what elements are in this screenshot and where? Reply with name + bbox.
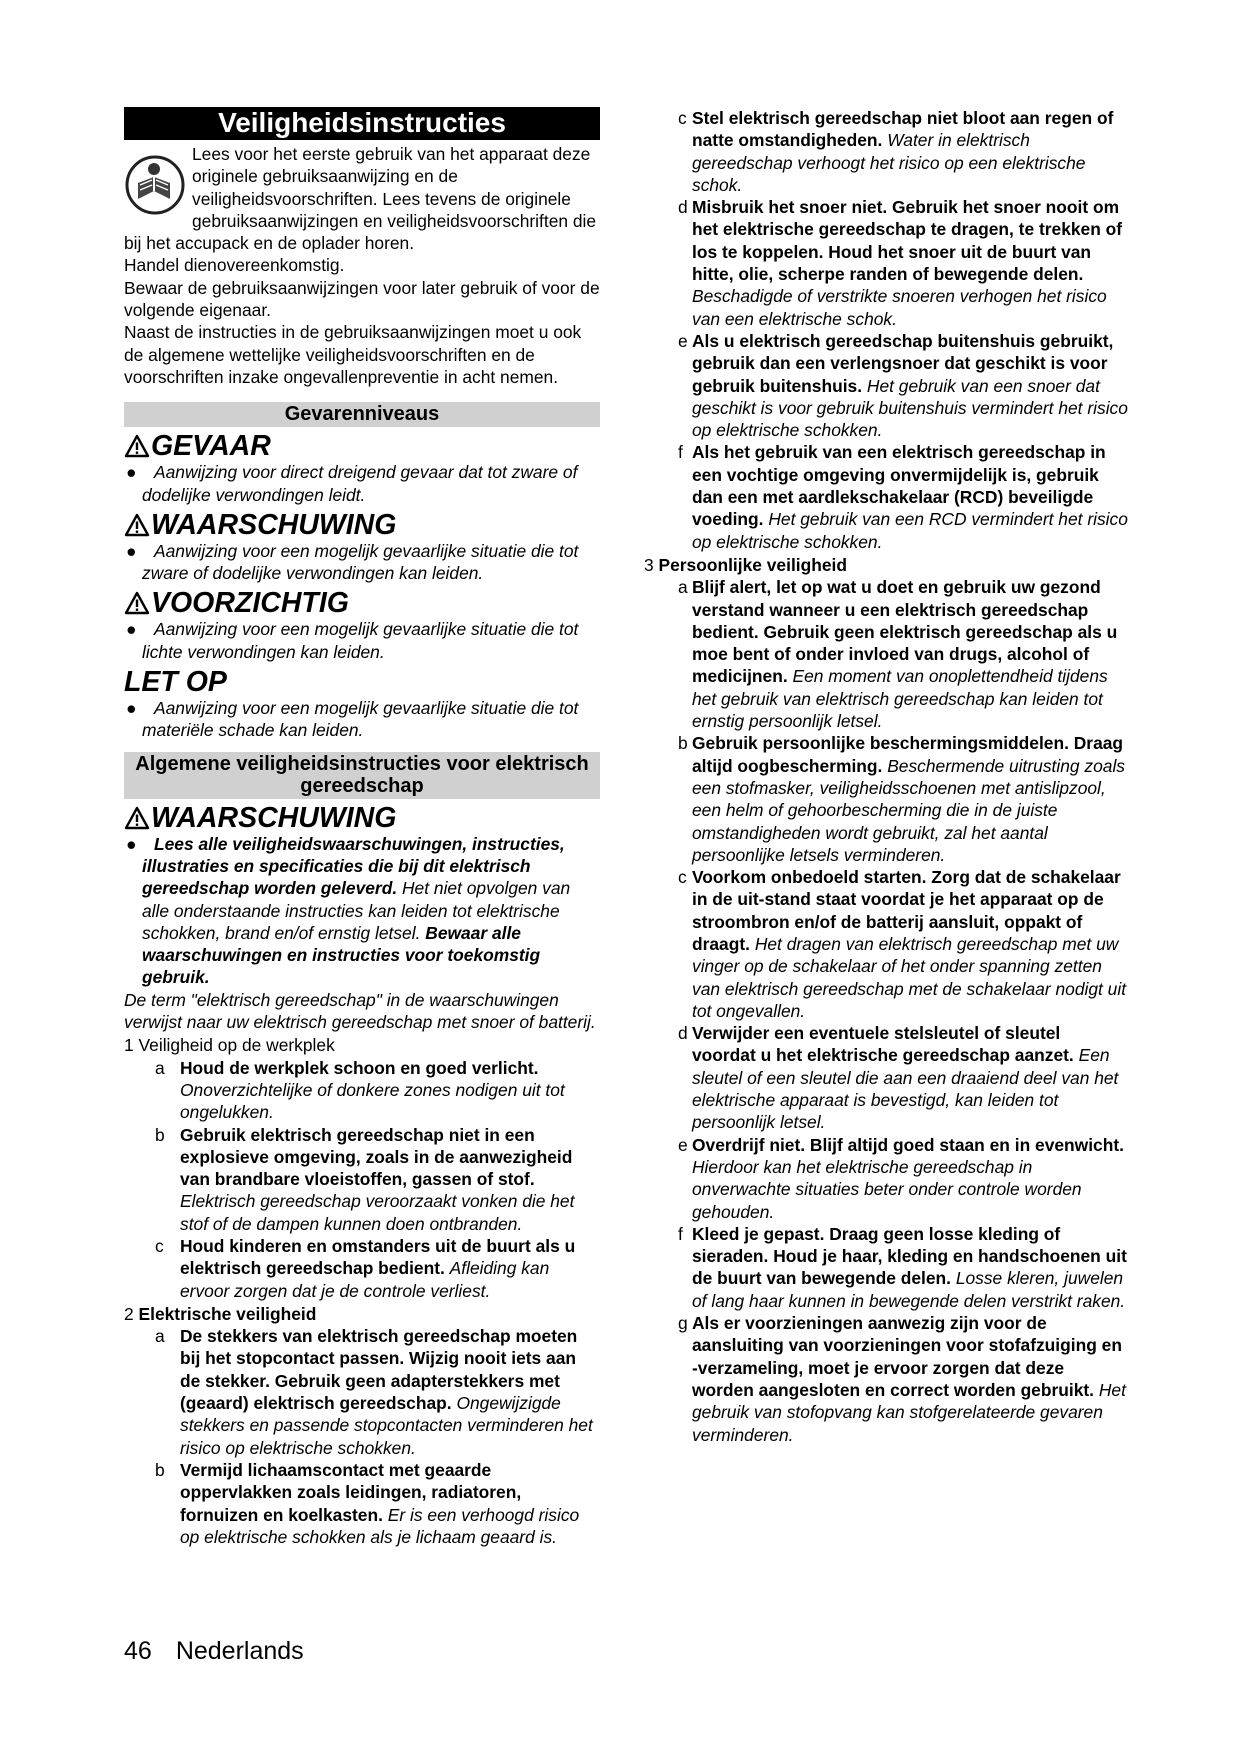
item-italic: Hierdoor kan het elektrische gereedschap in onverwachte situaties beter onder controle worden gehouden. [692, 1156, 1082, 1222]
intro-paragraph: Lees voor het eerste gebruik van het apparaat deze originele gebruiksaanwijzing en de veiligheidsvoorschriften. Lees tevens de originele gebruiksaanwijzingen en veiligheidsvoorschriften die bij het accupack en de oplader horen. [124, 144, 597, 254]
item-italic: Het gebruik van een snoer dat geschikt is voor gebruik buitenshuis vermindert het risico op elektrische schokken. [692, 375, 1128, 441]
section-title: Persoonlijke veiligheid [658, 554, 847, 575]
item-letter: c [155, 1235, 164, 1256]
item-italic: Beschermende uitrusting zoals een stofmasker, veiligheidsschoenen met antislipzool, een helm of gehoorbescherming die in de juiste omstandigheden wordt gebruikt, zal het aantal persoonlijke letsels verminderen. [692, 755, 1125, 865]
item-letter: a [678, 577, 688, 598]
list-item [124, 1459, 600, 1548]
section-number: 1 [124, 1035, 134, 1056]
item-letter: c [678, 867, 687, 888]
level-description: ● Aanwijzing voor een mogelijk gevaarlijke situatie die tot materiële schade kan leiden. [124, 697, 600, 742]
level-description: ● Aanwijzing voor direct dreigend gevaar dat tot zware of dodelijke verwondingen leidt. [124, 461, 600, 506]
list-item [124, 1325, 600, 1459]
item-italic: Onoverzichtelijke of donkere zones nodigen uit tot ongelukken. [180, 1079, 565, 1123]
item-letter: e [678, 330, 688, 351]
list-item [650, 866, 1128, 1022]
signal-word [124, 431, 600, 461]
item-italic: Er is een verhoogd risico op elektrische schokken als je lichaam geaard is. [180, 1504, 580, 1547]
intro-paragraph: Naast de instructies in de gebruiksaanwijzingen moet u ook de algemene wettelijke veiligheidsvoorschriften en de voorschriften inzake ongevallenpreventie in acht nemen. [124, 322, 582, 387]
item-bold: Stel elektrisch gereedschap niet bloot aan regen of natte omstandigheden. [692, 108, 1114, 151]
footer-language: Nederlands [175, 1637, 304, 1665]
list-item [124, 1235, 600, 1302]
section-number: 2 [124, 1303, 134, 1324]
general-bullet: ● Lees alle veiligheidswaarschuwingen, instructies, illustraties en specificaties die bij dit elektrisch gereedschap worden geleverd. Het niet opvolgen van alle onderstaande instructies kan leiden tot elektrische schokken, brand en/of ernstig letsel. Bewaar alle waarschuwingen en instructies voor toekomstig gebruik. [126, 833, 571, 988]
intro [124, 143, 600, 388]
item-letter: f [678, 1223, 683, 1244]
item-letter: a [155, 1326, 165, 1347]
list-item [650, 1223, 1128, 1312]
item-italic: Ongewijzigde stekkers en passende stopcontacten verminderen het risico op elektrische schokken. [180, 1393, 593, 1458]
section-title: Veiligheid op de werkplek [138, 1035, 335, 1056]
level-description: ● Aanwijzing voor een mogelijk gevaarlijke situatie die tot lichte verwondingen kan leiden. [124, 618, 600, 663]
warning-triangle-icon [124, 591, 150, 615]
page-number: 46 [124, 1637, 152, 1665]
item-bold: Als u elektrisch gereedschap buitenshuis gebruikt, gebruik dan een verlengsnoer dat geschikt is voor gebruik buitenshuis. [692, 330, 1114, 396]
signal-word [124, 510, 600, 540]
item-bold: Vermijd lichaamscontact met geaarde oppervlakken zoals leidingen, radiatoren, fornuizen en koelkasten. [180, 1459, 522, 1525]
signal-word [124, 588, 600, 618]
list-item [650, 576, 1128, 732]
section-title: Elektrische veiligheid [138, 1303, 317, 1324]
item-italic: Een sleutel of een sleutel die aan een draaiend deel van het elektrische apparaat is bevestigd, kan leiden tot persoonlijk letsel. [692, 1045, 1119, 1133]
item-italic: Afleiding kan ervoor zorgen dat je de controle verliest. [180, 1258, 550, 1301]
item-bold: Als het gebruik van een elektrisch gereedschap in een vochtige omgeving onvermijdelijk is, gebruik dan een met aardlekschakelaar (RCD) beveiligde voeding. [692, 442, 1106, 530]
section-2-title [124, 1303, 600, 1325]
level-description: ● Aanwijzing voor een mogelijk gevaarlijke situatie die tot zware of dodelijke verwondingen kan leiden. [124, 540, 600, 585]
level-text: Aanwijzing voor direct dreigend gevaar dat tot zware of dodelijke verwondingen leidt. [142, 462, 578, 505]
section-number: 3 [644, 554, 654, 575]
right-column [644, 107, 1128, 1446]
item-bold: Gebruik persoonlijke beschermingsmiddelen. Draag altijd oogbescherming. [692, 733, 1124, 776]
item-bold: Overdrijf niet. Blijf altijd goed staan en in evenwicht. [692, 1134, 1124, 1155]
level-text: Aanwijzing voor een mogelijk gevaarlijke situatie die tot lichte verwondingen kan leiden. [142, 619, 579, 662]
level-text: Aanwijzing voor een mogelijk gevaarlijke situatie die tot materiële schade kan leiden. [142, 698, 579, 741]
list-item [650, 1312, 1128, 1446]
item-bold: Voorkom onbedoeld starten. Zorg dat de schakelaar in de uit-stand staat voordat je het apparaat op de stroombron en/of de batterij aansluit, oppakt of draagt. [692, 867, 1121, 954]
item-bold: De stekkers van elektrisch gereedschap moeten bij het stopcontact passen. Wijzig nooit iets aan de stekker. Gebruik geen adapterstekkers met (geaard) elektrisch gereedschap. [180, 1326, 578, 1414]
item-bold: Als er voorzieningen aanwezig zijn voor de aansluiting van voorzieningen voor stofafzuiging en -verzameling, moet je ervoor zorgen dat deze worden aangesloten en correct worden gebruikt. [692, 1313, 1122, 1400]
section-heading-general: Algemene veiligheidsinstructies voor elektrisch gereedschap [124, 752, 600, 799]
item-letter: f [678, 442, 683, 463]
list-item [650, 732, 1128, 866]
list-item [650, 196, 1128, 330]
list-item [650, 1134, 1128, 1223]
section-heading-levels: Gevarenniveaus [124, 402, 600, 427]
page-title: Veiligheidsinstructies [124, 107, 600, 140]
section-3-title [644, 554, 1128, 576]
intro-paragraph: Handel dienovereenkomstig. [124, 255, 345, 276]
item-bold: Houd kinderen en omstanders uit de buurt als u elektrisch gereedschap bedient. [180, 1235, 576, 1279]
item-italic: Losse kleren, juwelen of lang haar kunnen in bewegende delen verstrikt raken. [692, 1268, 1126, 1311]
item-italic: Water in elektrisch gereedschap verhoogt het risico op een elektrische schok. [692, 130, 1086, 195]
item-bold: Houd de werkplek schoon en goed verlicht. [180, 1057, 539, 1078]
list-item [650, 1022, 1128, 1133]
item-letter: b [155, 1124, 165, 1145]
item-bold: Blijf alert, let op wat u doet en gebruik uw gezond verstand wanneer u een elektrisch gereedschap bedient. Gebruik geen elektrisch gereedschap als u moe bent of onder invloed van drugs, alcohol of medicijnen. [692, 577, 1118, 687]
page-footer [124, 1636, 304, 1666]
signal-label: VOORZICHTIG [151, 587, 349, 620]
signal-label: WAARSCHUWING [151, 801, 397, 834]
item-letter: g [678, 1313, 688, 1334]
signal-word [124, 803, 600, 833]
intro-paragraph: Bewaar de gebruiksaanwijzingen voor later gebruik of voor de volgende eigenaar. [124, 277, 600, 321]
general-bullet-bold-2: Bewaar alle waarschuwingen en instructies voor toekomstig gebruik. [142, 922, 541, 988]
list-item [650, 107, 1128, 196]
book-reader-icon [124, 147, 186, 219]
warning-triangle-icon [124, 434, 150, 458]
item-italic: Het gebruik van stofopvang kan stofgerelateerde gevaren verminderen. [692, 1379, 1126, 1445]
item-italic: Elektrisch gereedschap veroorzaakt vonken die het stof of de dampen kunnen doen ontbranden. [180, 1191, 575, 1234]
item-italic: Een moment van onoplettendheid tijdens het gebruik van elektrisch gereedschap kan leiden tot ernstig persoonlijk letsel. [692, 666, 1108, 732]
level-text: Aanwijzing voor een mogelijk gevaarlijke situatie die tot zware of dodelijke verwondingen kan leiden. [142, 540, 579, 584]
general-bullet-bold: Lees alle veiligheidswaarschuwingen, instructies, illustraties en specificaties die bij dit elektrisch gereedschap worden geleverd. [142, 833, 565, 899]
item-italic: Beschadigde of verstrikte snoeren verhogen het risico van een elektrische schok. [692, 286, 1107, 329]
signal-label: LET OP [124, 666, 227, 699]
warning-triangle-icon [124, 513, 150, 537]
warning-triangle-icon [124, 806, 150, 830]
signal-label: GEVAAR [151, 430, 271, 463]
list-item [650, 441, 1128, 552]
item-letter: a [155, 1057, 165, 1078]
item-italic: Het dragen van elektrisch gereedschap met uw vinger op de schakelaar of het onder spanning zetten van elektrisch gereedschap met de schakelaar nodigt uit tot ongevallen. [692, 933, 1127, 1021]
signal-label: WAARSCHUWING [151, 508, 397, 541]
term-definition: De term "elektrisch gereedschap" in de waarschuwingen verwijst naar uw elektrisch gereedschap met snoer of batterij. [124, 989, 596, 1033]
item-letter: d [678, 197, 688, 218]
left-column [124, 107, 600, 1548]
item-letter: b [678, 733, 688, 754]
signal-word [124, 667, 600, 697]
warning-level [124, 510, 600, 585]
item-bold: Verwijder een eventuele stelsleutel of sleutel voordat u het elektrische gereedschap aanzet. [692, 1023, 1074, 1066]
item-bold: Misbruik het snoer niet. Gebruik het snoer nooit om het elektrische gereedschap te dragen, te trekken of los te koppelen. Houd het snoer uit de buurt van hitte, olie, scherpe randen of bewegende delen. [692, 197, 1123, 285]
list-item [124, 1124, 600, 1235]
list-item [124, 1057, 600, 1124]
section-1-title [124, 1034, 600, 1056]
item-italic: Het gebruik van een RCD vermindert het risico op elektrische schokken. [692, 509, 1128, 552]
item-bold: Gebruik elektrisch gereedschap niet in een explosieve omgeving, zoals in de aanwezigheid van brandbare vloeistoffen, gassen of stof. [180, 1124, 573, 1190]
item-letter: e [678, 1134, 688, 1155]
item-letter: b [155, 1459, 165, 1480]
item-letter: c [678, 108, 687, 128]
item-letter: d [678, 1023, 688, 1044]
general-bullet-italic: Het niet opvolgen van alle onderstaande instructies kan leiden tot elektrische schokken, brand en/of ernstig letsel. [142, 878, 571, 943]
notice-level [124, 667, 600, 742]
caution-level [124, 588, 600, 663]
list-item [650, 330, 1128, 441]
danger-level [124, 431, 600, 506]
item-bold: Kleed je gepast. Draag geen losse kleding of sieraden. Houd je haar, kleding en handschoenen uit de buurt van bewegende delen. [692, 1223, 1127, 1289]
